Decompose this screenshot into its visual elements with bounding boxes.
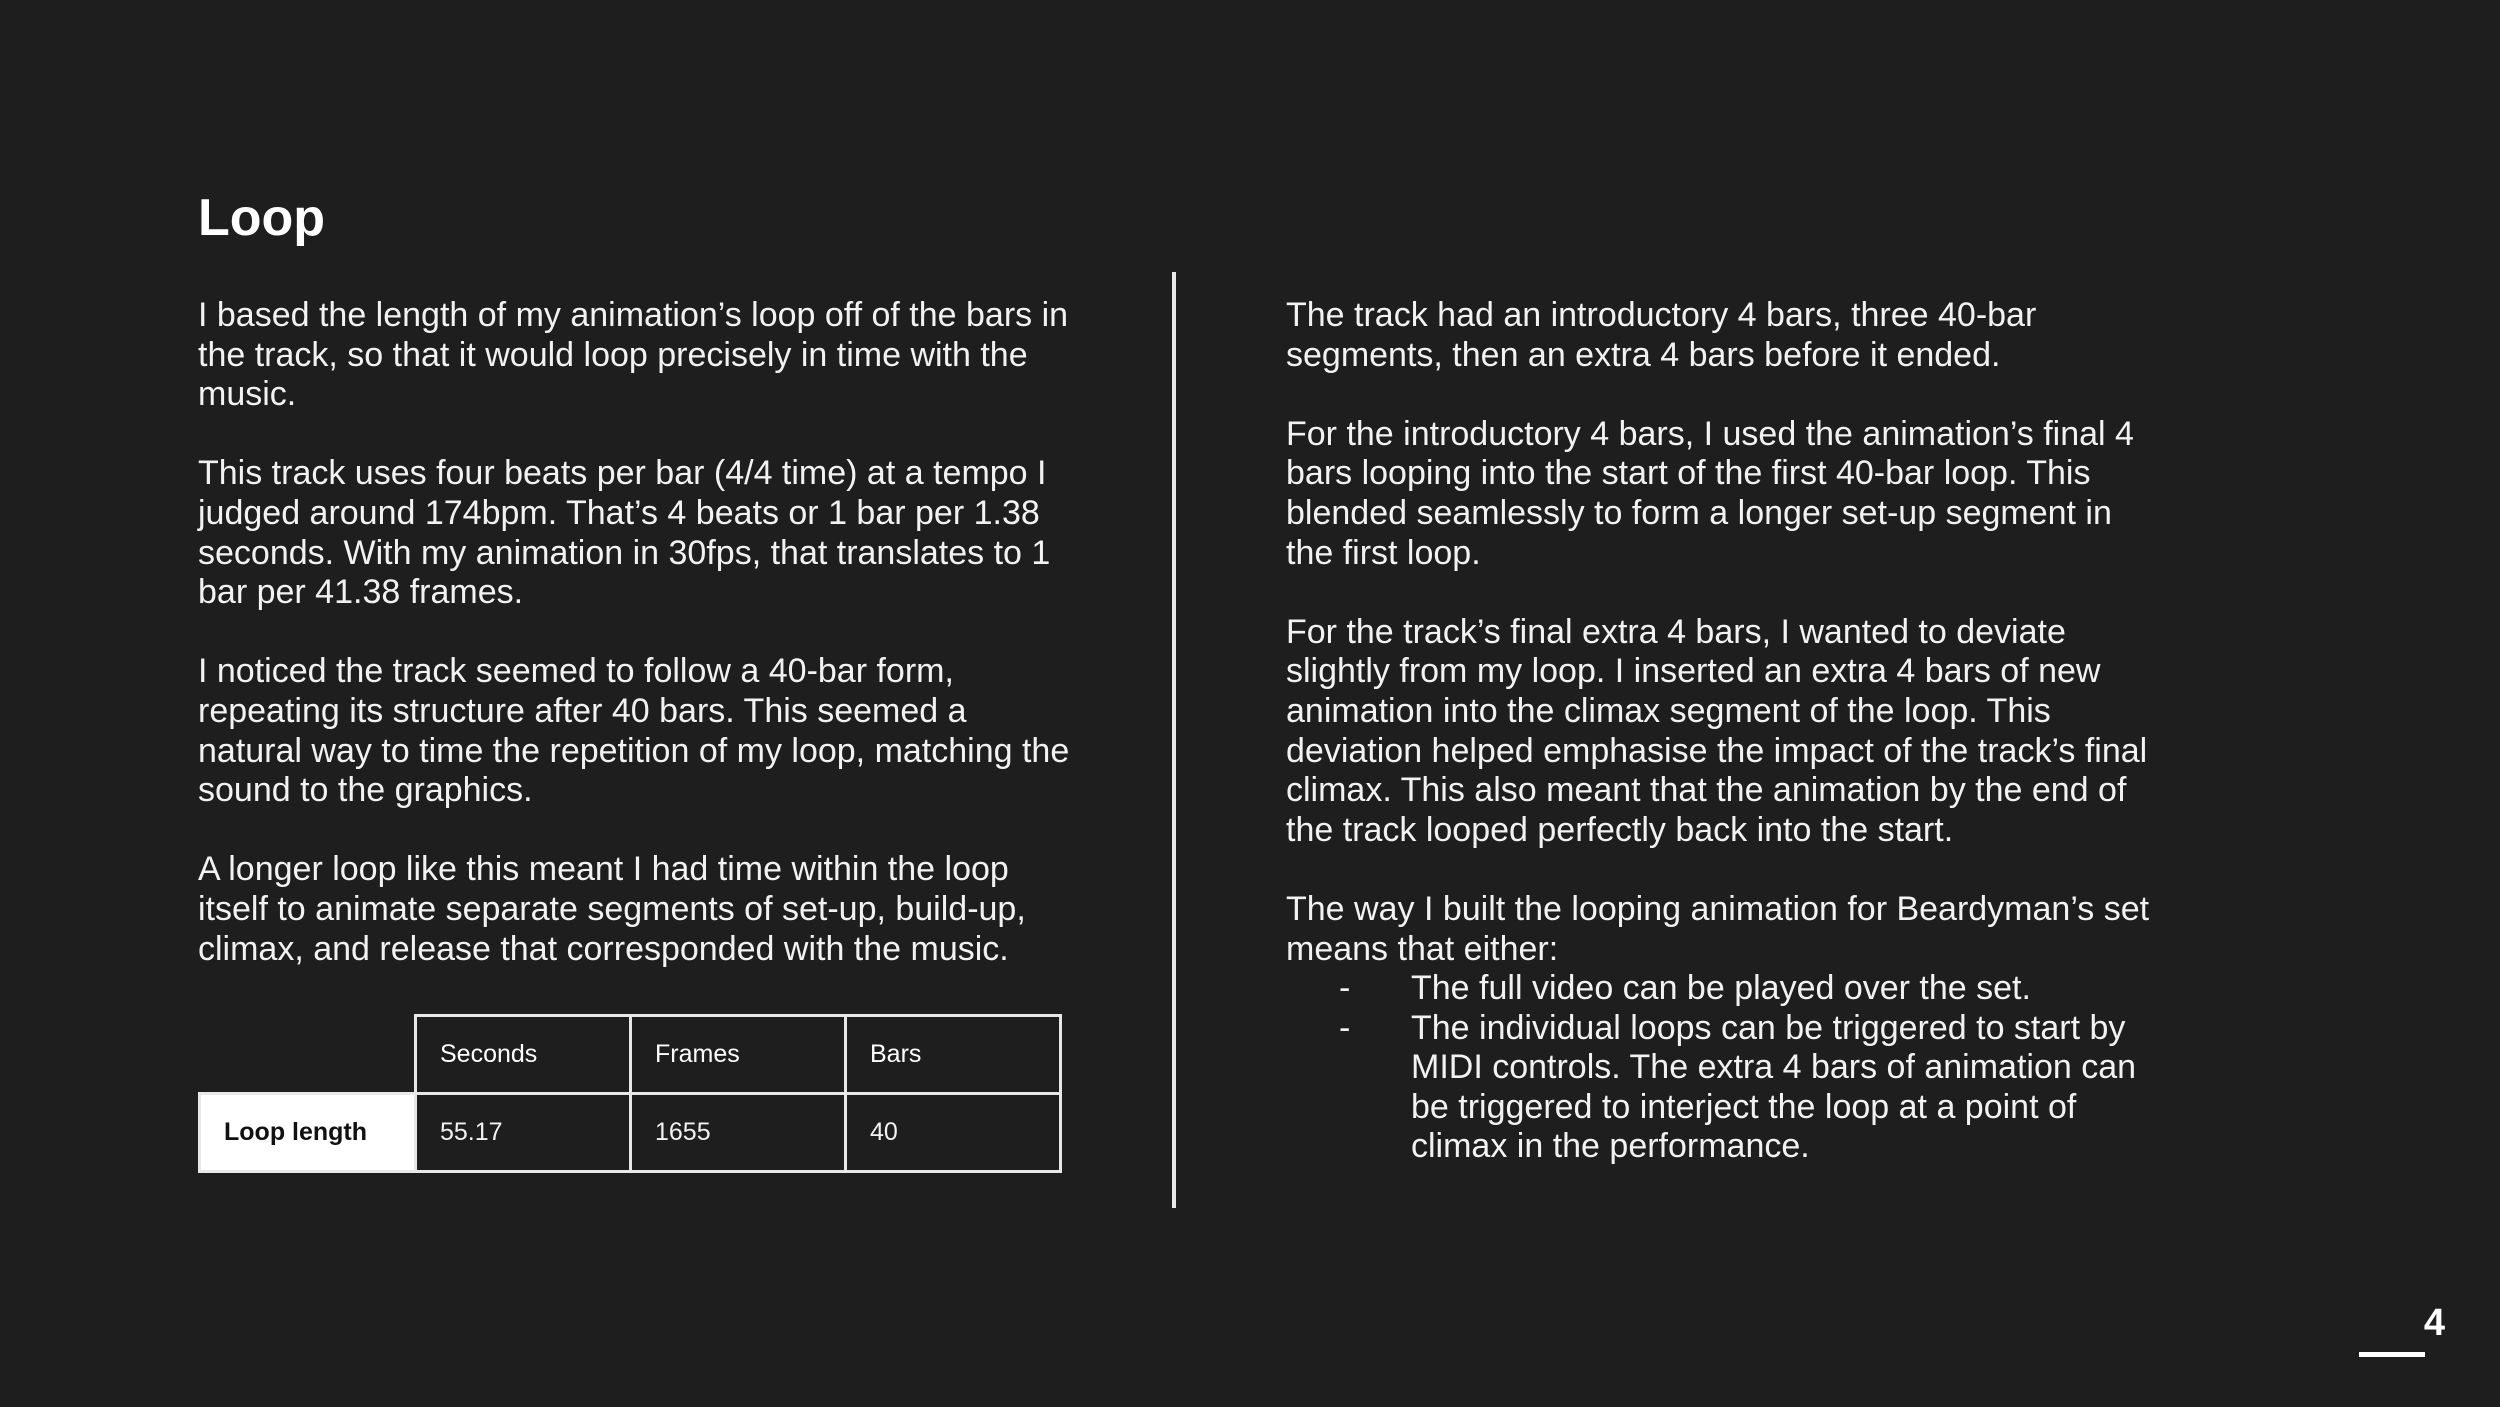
slide-title: Loop	[198, 189, 326, 247]
column-divider	[1172, 272, 1176, 1208]
list-item	[1286, 969, 2166, 1009]
table-header-row	[200, 1016, 1061, 1094]
list-item	[1286, 1009, 2166, 1167]
bullet-dash: -	[1339, 1008, 1351, 1047]
page-number: 4	[2423, 1302, 2445, 1344]
loop-length-table	[198, 1014, 1062, 1173]
bullet-list	[1286, 969, 2166, 1167]
table-header-frames: Frames	[631, 1016, 846, 1094]
table-corner-cell	[200, 1016, 416, 1094]
page-number-underline	[2359, 1352, 2425, 1357]
right-paragraph-1: The track had an introductory 4 bars, three 40-bar segments, then an extra 4 bars before it ended.	[1286, 296, 2037, 374]
bullet-block	[1286, 890, 2166, 1167]
table-cell-bars: 40	[846, 1094, 1061, 1172]
bullet-text-2: The individual loops can be triggered to start by MIDI controls. The extra 4 bars of animation can be triggered to interject the loop at a point of climax in the performance.	[1411, 1008, 2137, 1166]
left-paragraph-2: This track uses four beats per bar (4/4 time) at a tempo I judged around 174bpm. That’s 4 beats or 1 bar per 1.38 seconds. With my animation in 30fps, that translates to 1 bar per 41.38 frames.	[198, 454, 1051, 612]
bullet-text-1: The full video can be played over the set.	[1411, 969, 2031, 1008]
table-header-bars: Bars	[846, 1016, 1061, 1094]
right-paragraph-2: For the introductory 4 bars, I used the animation’s final 4 bars looping into the start of the first 40-bar loop. This blended seamlessly to form a longer set-up segment in the first loop.	[1286, 414, 2134, 572]
left-paragraph-1: I based the length of my animation’s loop off of the bars in the track, so that it would loop precisely in time with the music.	[198, 296, 1069, 414]
table-row	[200, 1094, 1061, 1172]
left-column	[198, 296, 1078, 969]
left-paragraph-3: I noticed the track seemed to follow a 40-bar form, repeating its structure after 40 bars. This seemed a natural way to time the repetition of my loop, matching the sound to the graphics.	[198, 652, 1070, 810]
right-paragraph-4: The way I built the looping animation for Beardyman’s set means that either:	[1286, 889, 2150, 968]
right-column	[1286, 296, 2166, 1167]
table-cell-frames: 1655	[631, 1094, 846, 1172]
table-row-label: Loop length	[200, 1094, 416, 1172]
right-paragraph-3: For the track’s final extra 4 bars, I wanted to deviate slightly from my loop. I inserted an extra 4 bars of new animation into the climax segment of the loop. This deviation helped emphasise the impact of the track’s final climax. This also meant that the animation by the end of the track looped perfectly back into the start.	[1286, 612, 2148, 849]
left-paragraph-4: A longer loop like this meant I had time within the loop itself to animate separate segments of set-up, build-up, climax, and release that corresponded with the music.	[198, 850, 1026, 968]
bullet-dash: -	[1339, 969, 1351, 1008]
table-cell-seconds: 55.17	[416, 1094, 631, 1172]
table-header-seconds: Seconds	[416, 1016, 631, 1094]
